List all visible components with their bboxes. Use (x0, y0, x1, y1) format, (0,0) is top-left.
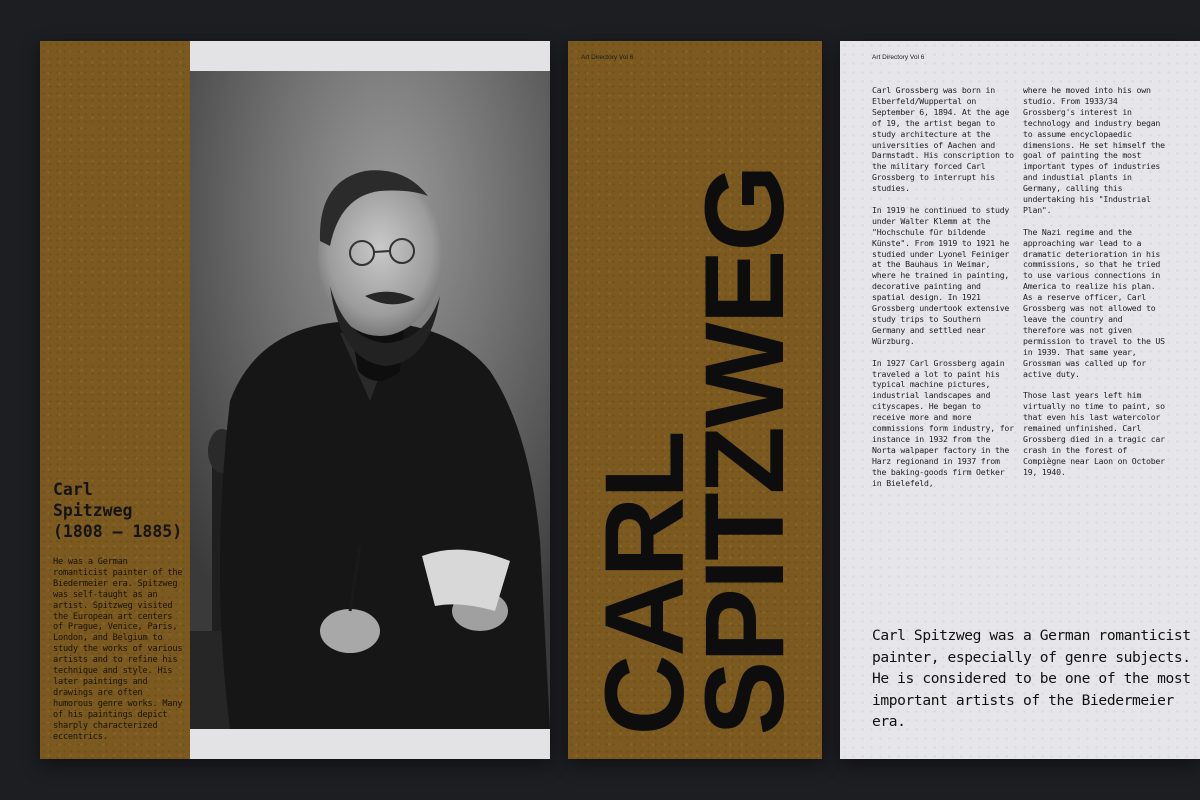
portrait-photo (190, 71, 550, 729)
page-portrait-spread (40, 41, 550, 759)
paragraph: where he moved into his own studio. From 1933/34 Grossberg's interest in technology and industry began to assume encyclopaedic dimensions. He set himself the goal of painting the most important types of industries and industial plants in Germany, calling this undertaking his "Industrial Plan". (1023, 85, 1165, 215)
artist-title (53, 479, 188, 542)
pull-quote: Carl Spitzweg was a German romanticist painter, especially of genre subjects. He is considered to be one of the most important artists of the Biedermeier era. (872, 627, 1191, 730)
paragraph: The Nazi regime and the approaching war lead to a dramatic deterioration in his commissions, so that he tried to use various connections in America to realize his plan. As a reserve officer, Carl Grossberg was not allowed to leave the country and therefore was not given permission to travel to the US in 1939. That same year, Grossman was called up for active duty. (1023, 226, 1165, 379)
magazine-label: Art Directory Vol 6 (872, 54, 925, 61)
article-column-1 (872, 85, 1014, 499)
article-column-2 (1023, 85, 1165, 488)
title-first-name: Carl (53, 480, 93, 499)
vertical-title-line1: CARL (582, 432, 707, 736)
artist-bio: He was a German romanticist painter of the Biedermeier era. Spitzweg was self-taught as an artist. Spitzweg visited the European art centers of Prague, Venice, Paris, London, and Belgium to study the works of various artists and to refine his technique and style. His later paintings and drawings are often humorous genre works. Many of his paintings depict sharply characterized eccentrics. (53, 557, 183, 742)
vertical-title (582, 166, 807, 736)
magazine-label: Art Directory Vol 6 (581, 54, 634, 61)
ochre-side-strip (40, 41, 190, 759)
paragraph: In 1927 Carl Grossberg again traveled a lot to paint his typical machine pictures, industrial landscapes and cityscapes. He began to receive more and more commissions form industry, for instance in 1932 from the Norta walpaper factory in the Harz regionand in 1937 from the baking-goods firm Oetker in Bielefeld, (872, 357, 1014, 488)
paragraph: Those last years left him virtually no time to paint, so that even his last watercolor remained unfinished. Carl Grossberg died in a tragic car crash in the forest of Compiègne near Laon on October 19, 1940. (1023, 390, 1165, 477)
paragraph: In 1919 he continued to study under Walter Klemm at the "Hochschule für bildende Künste". From 1919 to 1921 he studied under Lyonel Feiniger at the Bauhaus in Weimar, where he trained in painting, decorative painting and spatial design. In 1921 Grossberg undertook extensive study trips to Southern Germany and settled near Würzburg. (872, 204, 1010, 346)
page-article (840, 41, 1200, 759)
title-years: (1808 – 1885) (53, 522, 183, 541)
paragraph: Carl Grossberg was born in Elberfeld/Wuppertal on September 6, 1894. At the age of 19, the artist began to study architecture at the universities of Aachen and Darmstadt. His conscription to the military forced Carl Grossberg to interrupt his studies. (872, 85, 1014, 194)
vertical-title-line2: SPITZWEG (682, 166, 807, 736)
title-last-name: Spitzweg (53, 501, 133, 520)
page-title-cover (568, 41, 822, 759)
